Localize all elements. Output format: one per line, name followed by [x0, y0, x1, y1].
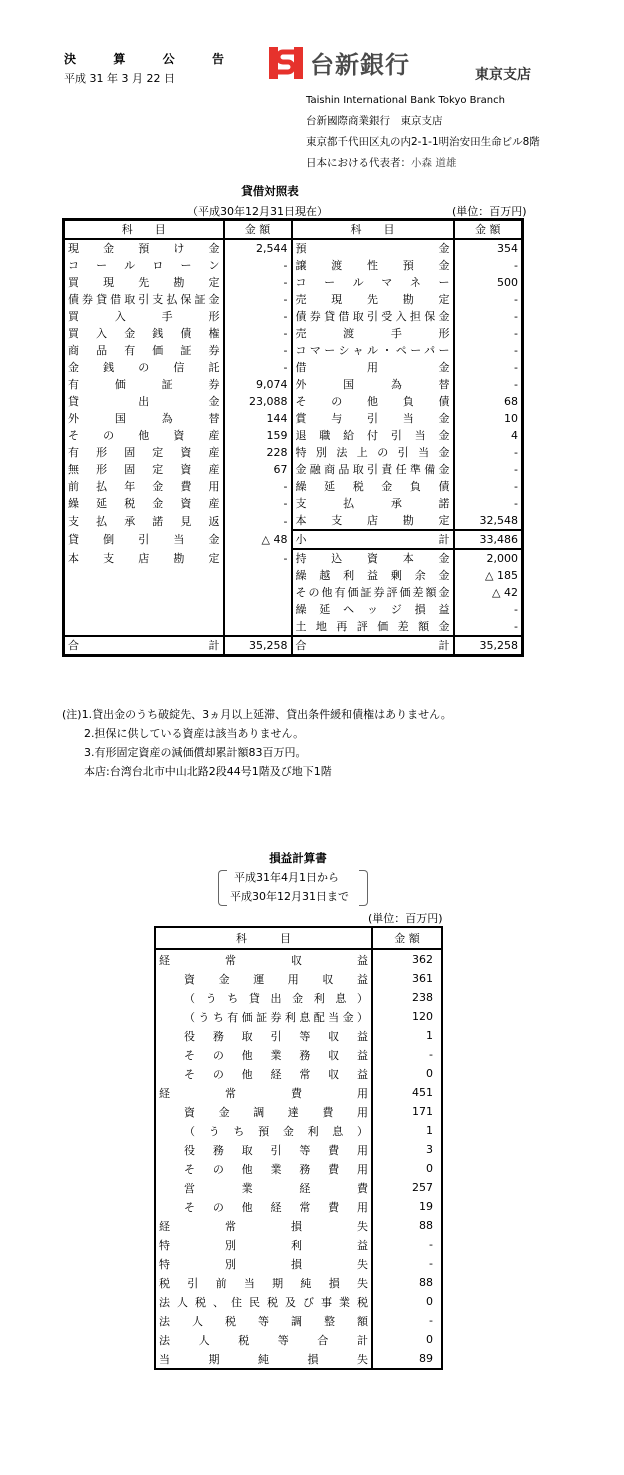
income-item-amount: 0	[426, 1162, 433, 1175]
income-item-label	[155, 1007, 372, 1026]
liability-amount: -	[514, 327, 518, 340]
asset-label: 有形固定資産	[64, 444, 224, 461]
table-row	[64, 478, 523, 495]
asset-amount: 144	[224, 410, 292, 427]
liability-label: 支払承諾	[292, 495, 454, 512]
table-row	[64, 601, 523, 618]
notice-title-char: 告	[211, 52, 224, 66]
asset-label	[64, 584, 224, 601]
income-item-label	[155, 949, 372, 969]
bracket-right	[359, 870, 368, 906]
note-line: 3.有形固定資産の減価償却累計額83百万円。	[84, 746, 307, 759]
asset-label: 金銭の信託	[64, 359, 224, 376]
table-row	[64, 427, 523, 444]
table-row	[155, 1083, 442, 1102]
total-amount-assets: 35,258	[224, 636, 292, 656]
asset-label: 貸出金	[64, 393, 224, 410]
income-item-label	[155, 1197, 372, 1216]
income-item-amount: 0	[426, 1333, 433, 1346]
liability-label: 借用金	[292, 359, 454, 376]
liability-label: 持込資本金	[292, 549, 454, 567]
liability-label: コマーシャル・ペーパー	[292, 342, 454, 359]
table-row	[64, 444, 523, 461]
table-row	[155, 1273, 442, 1292]
income-item-label	[155, 1026, 372, 1045]
notice-title-char: 決	[64, 52, 77, 66]
liability-label: 特別法上の引当金	[292, 444, 454, 461]
liability-label: その他有価証券評価差額金	[292, 584, 454, 601]
liability-amount: -	[514, 446, 518, 459]
liability-amount: △ 42	[492, 586, 518, 599]
income-item-amount: -	[429, 1048, 433, 1061]
asset-label: 支払承諾見返	[64, 512, 224, 530]
table-row	[64, 308, 523, 325]
subtotal-label: 小計	[292, 530, 454, 549]
balance-sheet-date: （平成30年12月31日現在）	[187, 205, 328, 218]
liability-amount: -	[514, 480, 518, 493]
asset-label: 買入手形	[64, 308, 224, 325]
col-item-liabilities: 科 目	[292, 220, 454, 240]
liability-label: コールマネー	[292, 274, 454, 291]
table-row	[155, 969, 442, 988]
income-item-amount: 257	[412, 1181, 433, 1194]
total-label-assets: 合計	[64, 636, 224, 656]
income-item-label	[155, 1349, 372, 1369]
asset-label: 有価証券	[64, 376, 224, 393]
income-item-amount: 89	[419, 1352, 433, 1365]
income-item-text: 法人税等調整額	[159, 1314, 368, 1328]
asset-amount: -	[224, 342, 292, 359]
income-item-label	[155, 1311, 372, 1330]
income-item-amount: 171	[412, 1105, 433, 1118]
liability-label: 預金	[292, 239, 454, 257]
liability-amount: 10	[504, 412, 518, 425]
table-row	[64, 376, 523, 393]
table-row	[64, 618, 523, 636]
asset-amount	[224, 618, 292, 636]
col-amount-assets: 金 額	[224, 220, 292, 240]
asset-amount: -	[224, 512, 292, 530]
company-name-ja: 台新國際商業銀行 東京支店	[306, 115, 443, 127]
income-item-text: その他経常費用	[184, 1200, 368, 1214]
asset-amount: -	[224, 291, 292, 308]
asset-amount: 23,088	[224, 393, 292, 410]
asset-amount: -	[224, 257, 292, 274]
notice-date: 平成 31 年 3 月 22 日	[64, 72, 175, 85]
asset-label: 無形固定資産	[64, 461, 224, 478]
asset-amount	[224, 601, 292, 618]
income-item-amount: 3	[426, 1143, 433, 1156]
period-from: 平成31年4月1日から	[234, 871, 339, 884]
subtotal-amount: 33,486	[454, 530, 523, 549]
income-item-text: 経常収益	[159, 953, 368, 967]
table-row	[155, 1330, 442, 1349]
table-row	[155, 1216, 442, 1235]
liability-amount: -	[514, 603, 518, 616]
income-item-label	[155, 1045, 372, 1064]
table-row	[155, 1064, 442, 1083]
representative	[306, 153, 540, 174]
liability-amount: -	[514, 259, 518, 272]
col-item-assets: 科 目	[64, 220, 224, 240]
liability-label: その他負債	[292, 393, 454, 410]
liability-label: 土地再評価差額金	[292, 618, 454, 636]
table-row	[155, 1045, 442, 1064]
liability-label: 賞与引当金	[292, 410, 454, 427]
income-item-amount: 19	[419, 1200, 433, 1213]
table-row	[64, 410, 523, 427]
table-row	[155, 1197, 442, 1216]
income-item-label	[155, 1121, 372, 1140]
income-item-label	[155, 1216, 372, 1235]
asset-amount: △ 48	[224, 530, 292, 549]
income-item-label	[155, 1178, 372, 1197]
table-row	[64, 461, 523, 478]
table-row	[64, 359, 523, 376]
col-amount-liabilities: 金 額	[454, 220, 523, 240]
asset-label: その他資産	[64, 427, 224, 444]
income-item-amount: 0	[426, 1067, 433, 1080]
income-item-label	[155, 1159, 372, 1178]
table-row	[155, 1254, 442, 1273]
asset-label	[64, 601, 224, 618]
table-row	[155, 1311, 442, 1330]
table-row	[155, 1102, 442, 1121]
asset-amount	[224, 584, 292, 601]
asset-amount	[224, 567, 292, 584]
income-item-text: 特別利益	[159, 1238, 368, 1252]
total-amount-liabilities: 35,258	[454, 636, 523, 656]
taishin-logo-icon	[268, 46, 304, 80]
liability-label: 債券貸借取引受入担保金	[292, 308, 454, 325]
liability-amount: 32,548	[479, 514, 518, 527]
asset-amount: 159	[224, 427, 292, 444]
liability-amount: 354	[497, 242, 518, 255]
table-row	[64, 325, 523, 342]
asset-label: 買現先勘定	[64, 274, 224, 291]
income-item-text: （うち有価証券利息配当金）	[184, 1010, 368, 1024]
table-row	[155, 1026, 442, 1045]
table-row	[155, 1140, 442, 1159]
asset-amount: -	[224, 308, 292, 325]
total-row	[64, 636, 523, 656]
asset-amount: -	[224, 325, 292, 342]
asset-label: 貸倒引当金	[64, 530, 224, 549]
liability-label: 外国為替	[292, 376, 454, 393]
table-row	[64, 291, 523, 308]
asset-label: 外国為替	[64, 410, 224, 427]
liability-amount: -	[514, 293, 518, 306]
income-item-amount: -	[429, 1238, 433, 1251]
table-row	[64, 512, 523, 530]
notes	[62, 705, 452, 781]
asset-label: 現金預け金	[64, 239, 224, 257]
asset-amount: 228	[224, 444, 292, 461]
liability-label: 繰延ヘッジ損益	[292, 601, 454, 618]
income-item-amount: 451	[412, 1086, 433, 1099]
income-item-amount: 88	[419, 1219, 433, 1232]
liability-label: 本支店勘定	[292, 512, 454, 530]
table-row	[155, 1121, 442, 1140]
income-statement-title: 損益計算書	[269, 851, 327, 865]
table-header-row	[64, 220, 523, 240]
income-item-amount: 88	[419, 1276, 433, 1289]
balance-sheet-body	[64, 239, 523, 656]
liability-amount: 68	[504, 395, 518, 408]
bank-logo	[268, 45, 410, 80]
income-item-amount: -	[429, 1257, 433, 1270]
income-item-label	[155, 1330, 372, 1349]
table-row	[64, 239, 523, 257]
income-item-text: 役務取引等収益	[184, 1029, 368, 1043]
asset-label: 繰延税金資産	[64, 495, 224, 512]
table-row	[64, 567, 523, 584]
income-item-text: その他経常収益	[184, 1067, 368, 1081]
income-item-text: 営業経費	[184, 1181, 368, 1195]
asset-label: 本支店勘定	[64, 549, 224, 567]
table-row	[64, 549, 523, 567]
table-row	[155, 949, 442, 969]
income-statement-table	[154, 926, 443, 1370]
company-name-en: Taishin International Bank Tokyo Branch	[306, 95, 505, 106]
income-item-label	[155, 1254, 372, 1273]
table-row	[64, 342, 523, 359]
table-row	[155, 1292, 442, 1311]
liability-label: 売渡手形	[292, 325, 454, 342]
asset-label: 商品有価証券	[64, 342, 224, 359]
liability-amount: 2,000	[486, 552, 518, 565]
income-item-amount: -	[429, 1314, 433, 1327]
rep-name: 小森 道雄	[411, 157, 457, 169]
table-row	[155, 1349, 442, 1369]
liability-amount: -	[514, 361, 518, 374]
notice-title-char: 算	[113, 52, 126, 66]
asset-amount: -	[224, 478, 292, 495]
table-header-row	[155, 927, 442, 949]
asset-amount: 67	[224, 461, 292, 478]
asset-amount: -	[224, 359, 292, 376]
asset-amount: 2,544	[224, 239, 292, 257]
bracket-left	[218, 870, 227, 906]
liability-label: 退職給付引当金	[292, 427, 454, 444]
asset-amount: -	[224, 495, 292, 512]
income-item-amount: 0	[426, 1295, 433, 1308]
table-row	[155, 1235, 442, 1254]
income-item-amount: 361	[412, 972, 433, 985]
income-item-amount: 1	[426, 1124, 433, 1137]
note-line: (注)1.貸出金のうち破綻先、3ヵ月以上延滞、貸出条件緩和債権はありません。	[62, 708, 452, 721]
liability-amount: -	[514, 620, 518, 633]
income-item-text: 役務取引等費用	[184, 1143, 368, 1157]
income-item-label	[155, 1064, 372, 1083]
income-statement-unit: (単位：百万円)	[368, 912, 443, 925]
table-row	[64, 530, 523, 549]
table-row	[64, 495, 523, 512]
liability-amount: 4	[511, 429, 518, 442]
table-row	[155, 1007, 442, 1026]
logo-text: 台新銀行	[310, 51, 410, 79]
income-item-text: 税引前当期純損失	[159, 1276, 368, 1290]
liability-amount: -	[514, 378, 518, 391]
table-row	[64, 393, 523, 410]
income-item-text: その他業務収益	[184, 1048, 368, 1062]
income-item-text: その他業務費用	[184, 1162, 368, 1176]
income-statement-period	[218, 868, 368, 906]
table-row	[155, 1159, 442, 1178]
income-item-text: 法人税等合計	[159, 1333, 368, 1347]
note-line: 本店:台湾台北市中山北路2段44号1階及び地下1階	[84, 765, 332, 778]
income-statement-body	[155, 949, 442, 1369]
period-to: 平成30年12月31日まで	[230, 890, 349, 903]
income-item-label	[155, 1140, 372, 1159]
asset-label	[64, 567, 224, 584]
income-item-text: （うち貸出金利息）	[184, 991, 368, 1005]
liability-amount: -	[514, 344, 518, 357]
company-address: 東京都千代田区丸の内2-1-1明治安田生命ビル8階	[306, 136, 540, 148]
balance-sheet-title: 貸借対照表	[241, 184, 299, 198]
income-item-text: 法人税、住民税及び事業税	[159, 1295, 368, 1309]
asset-label: 前払年金費用	[64, 478, 224, 495]
asset-amount: -	[224, 274, 292, 291]
income-item-text: （うち預金利息）	[184, 1124, 368, 1138]
income-item-label	[155, 1273, 372, 1292]
rep-label: 日本における代表者：	[306, 157, 411, 169]
income-item-label	[155, 1102, 372, 1121]
total-label-liabilities: 合計	[292, 636, 454, 656]
income-item-amount: 238	[412, 991, 433, 1004]
liability-amount: △ 185	[485, 569, 518, 582]
liability-amount: -	[514, 463, 518, 476]
income-item-label	[155, 1083, 372, 1102]
income-item-text: 経常損失	[159, 1219, 368, 1233]
note-line: 2.担保に供している資産は該当ありません。	[84, 727, 305, 740]
income-item-text: 経常費用	[159, 1086, 368, 1100]
liability-label: 繰延税金負債	[292, 478, 454, 495]
table-row	[64, 257, 523, 274]
balance-sheet-unit: (単位：百万円)	[452, 205, 527, 218]
liability-label: 譲渡性預金	[292, 257, 454, 274]
col-amount: 金 額	[372, 927, 442, 949]
liability-label: 売現先勘定	[292, 291, 454, 308]
income-item-text: 資金運用収益	[184, 972, 368, 986]
table-row	[155, 988, 442, 1007]
asset-label	[64, 618, 224, 636]
income-item-text: 特別損失	[159, 1257, 368, 1271]
income-item-text: 当期純損失	[159, 1352, 368, 1366]
asset-amount: 9,074	[224, 376, 292, 393]
table-row	[64, 274, 523, 291]
income-item-amount: 1	[426, 1029, 433, 1042]
liability-amount: -	[514, 497, 518, 510]
liability-label: 繰越利益剰余金	[292, 567, 454, 584]
asset-label: 債券貸借取引支払保証金	[64, 291, 224, 308]
income-item-label	[155, 988, 372, 1007]
notice-title-char: 公	[162, 52, 175, 66]
company-info	[306, 90, 540, 174]
asset-label: 買入金銭債権	[64, 325, 224, 342]
income-item-amount: 362	[412, 953, 433, 966]
income-item-label	[155, 969, 372, 988]
asset-amount: -	[224, 549, 292, 567]
notice-title	[64, 50, 224, 67]
table-row	[155, 1178, 442, 1197]
income-item-label	[155, 1292, 372, 1311]
income-item-text: 資金調達費用	[184, 1105, 368, 1119]
liability-amount: -	[514, 310, 518, 323]
asset-label: コールローン	[64, 257, 224, 274]
table-row	[64, 584, 523, 601]
branch-label: 東京支店	[475, 67, 531, 83]
col-item: 科 目	[155, 927, 372, 949]
liability-label: 金融商品取引責任準備金	[292, 461, 454, 478]
balance-sheet-table	[62, 218, 524, 657]
liability-amount: 500	[497, 276, 518, 289]
income-item-amount: 120	[412, 1010, 433, 1023]
income-item-label	[155, 1235, 372, 1254]
